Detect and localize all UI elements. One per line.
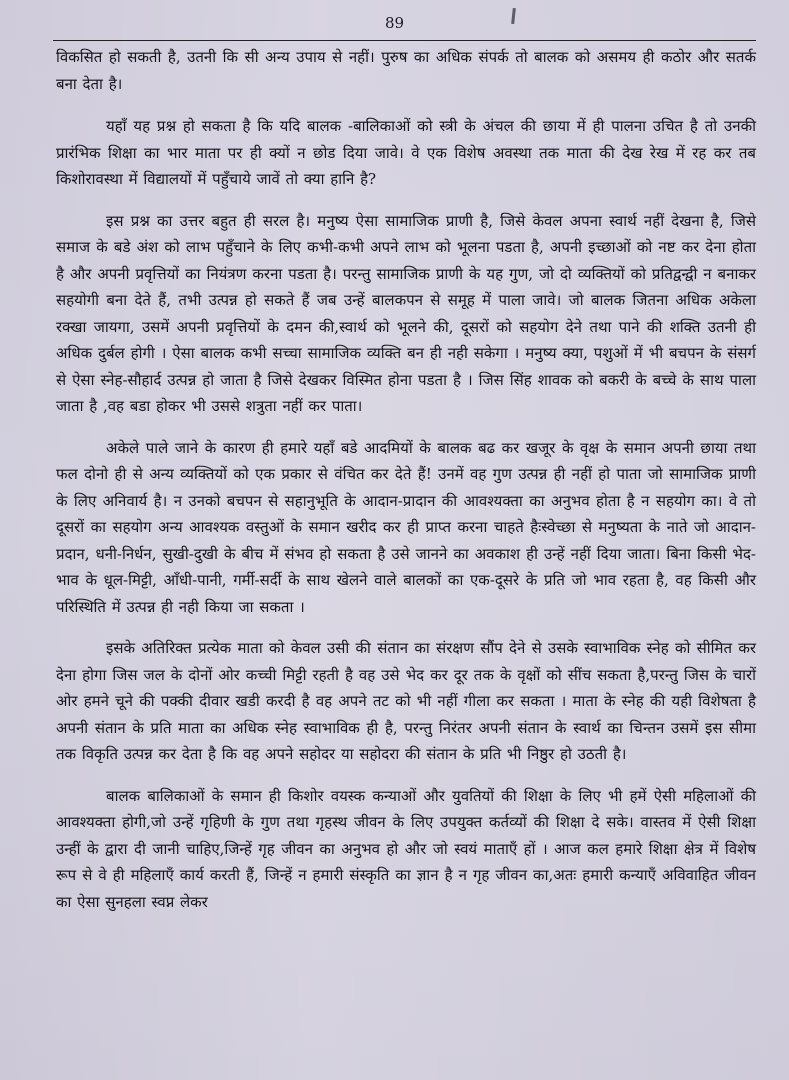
page-number: 89 — [384, 14, 405, 32]
paragraph: बालक बालिकाओं के समान ही किशोर वयस्क कन्याओं और युवतियों की शिक्षा के लिए भी हमें ऐसी महिलाओं की आवश्यक्ता होगी,जो उन्हें गृहिणी के गुण तथा गृहस्थ जीवन के लिए उपयुक्त कर्तव्यों की शिक्षा दे सके। वास्तव में ऐसी शिक्षा उन्हीं के द्वारा दी जानी चाहिए,जिन्हें गृह जीवन का अनुभव हो और जो स्वयं माताएँ हों । आज कल हमारे शिक्षा क्षेत्र में विशेष रूप से वे ही महिलाएँ कार्य करती हैं, जिन्हें न हमारी संस्कृति का ज्ञान है न गृह जीवन का,अतः हमारी कन्याएँ अविवाहित जीवन का ऐसा सुनहला स्वप्न लेकर — [56, 786, 756, 911]
body-text — [56, 44, 756, 930]
paragraph: इसके अतिरिक्त प्रत्येक माता को केवल उसी की संतान का संरक्षण सौंप देने से उसके स्वाभाविक स्नेह को सीमित कर देना होगा जिस जल के दोनों ओर कच्ची मिट्टी रहती है वह उसे भेद कर दूर तक के वृक्षों को सींच सकता है,परन्तु जिस के चारों ओर हमने चूने की पक्की दीवार खडी करदी है वह अपने तट को भी नहीं गीला कर सकता । माता के स्नेह की यही विशेषता है अपनी संतान के प्रति माता का अधिक स्नेह स्वाभाविक ही है, परन्तु निरंतर अपनी संतान के स्वार्थ का चिन्तन उसमें इस सीमा तक विकृति उत्पन्न कर देता है कि वह अपने सहोदर या सहोदरा की संतान के प्रति भी निष्ठुर हो उठती है। — [56, 639, 756, 763]
header-rule — [53, 40, 756, 41]
paragraph: यहाँ यह प्रश्न हो सकता है कि यदि बालक -बालिकाओं को स्त्री के अंचल की छाया में ही पालना उचित है तो उनकी प्रारंभिक शिक्षा का भार माता पर ही क्यों न छोड दिया जावे। वे एक विशेष अवस्था तक माता की देख रेख में रह कर तब किशोरावस्था में विद्यालयों में पहुँचाये जावें तो क्या हानि है? — [56, 117, 756, 188]
paragraph-continuation: विकसित हो सकती है, उतनी कि सी अन्य उपाय से नहीं। पुरुष का अधिक संपर्क तो बालक को असमय ही कठोर और सतर्क बना देता है। — [56, 48, 756, 93]
paragraph: अकेले पाले जाने के कारण ही हमारे यहाँ बडे आदमियों के बालक बढ कर खजूर के वृक्ष के समान अपनी छाया तथा फल दोनो ही से अन्य व्यक्तियों को एक प्रकार से वंचित कर देते हैं! उनमें वह गुण उत्पन्न ही नहीं हो पाता जो सामाजिक प्राणी के लिए अनिवार्य है। न उनको बचपन से सहानुभूति के आदान-प्रादान की आवश्यक्ता का अनुभव होता है न सहयोग का। वे तो दूसरों का सहयोग अन्य आवश्यक वस्तुओं के समान खरीद कर ही प्राप्त करना चाहते हैःस्वेच्छा से मनुष्यता के नाते जो आदान-प्रदान, धनी-निर्धन, सुखी-दुखी के बीच में संभव हो सकता है उसे जानने का अवकाश ही उन्हें नहीं दिया जाता। बिना किसी भेद-भाव के धूल-मिट्टी, आँधी-पानी, गर्मी-सर्दी के साथ खेलने वाले बालकों का एक-दूसरे के प्रति जो भाव रहता है, वह किसी और परिस्थिति में उत्पन्न ही नही किया जा सकता । — [56, 438, 756, 616]
paragraph: इस प्रश्न का उत्तर बहुत ही सरल है। मनुष्य ऐसा सामाजिक प्राणी है, जिसे केवल अपना स्वार्थ नहीं देखना है, जिसे समाज के बडे अंश को लाभ पहुँचाने के लिए कभी-कभी अपने लाभ को भूलना पडता है, अपनी इच्छाओं को नष्ट कर देना होता है और अपनी प्रवृत्तियों का नियंत्रण करना पडता है। परन्तु सामाजिक प्राणी के यह गुण, जो दो व्यक्तियों को प्रतिद्वन्द्वी न बनाकर सहयोगी बना देते हैं, तभी उत्पन्न हो सकते हैं जब उन्हें बालकपन से समूह में पाला जावे। जो बालक जितना अधिक अकेला रक्खा जायगा, उसमें अपनी प्रवृत्तियों के दमन की,स्वार्थ को भूलने की, दूसरों को सहयोग देने तथा पाने की शक्ति उतनी ही अधिक दुर्बल होगी । ऐसा बालक कभी सच्चा सामाजिक व्यक्ति बन ही नही सकेगा । मनुष्य क्या, पशुओं में भी बचपन के संसर्ग से ऐसा स्नेह-सौहार्द उत्पन्न हो जाता है जिसे देखकर विस्मित होना पडता है । जिस सिंह शावक को बकरी के बच्चे के साथ पाला जाता है ,वह बडा होकर भी उससे शत्रुता नहीं कर पाता। — [56, 211, 756, 415]
